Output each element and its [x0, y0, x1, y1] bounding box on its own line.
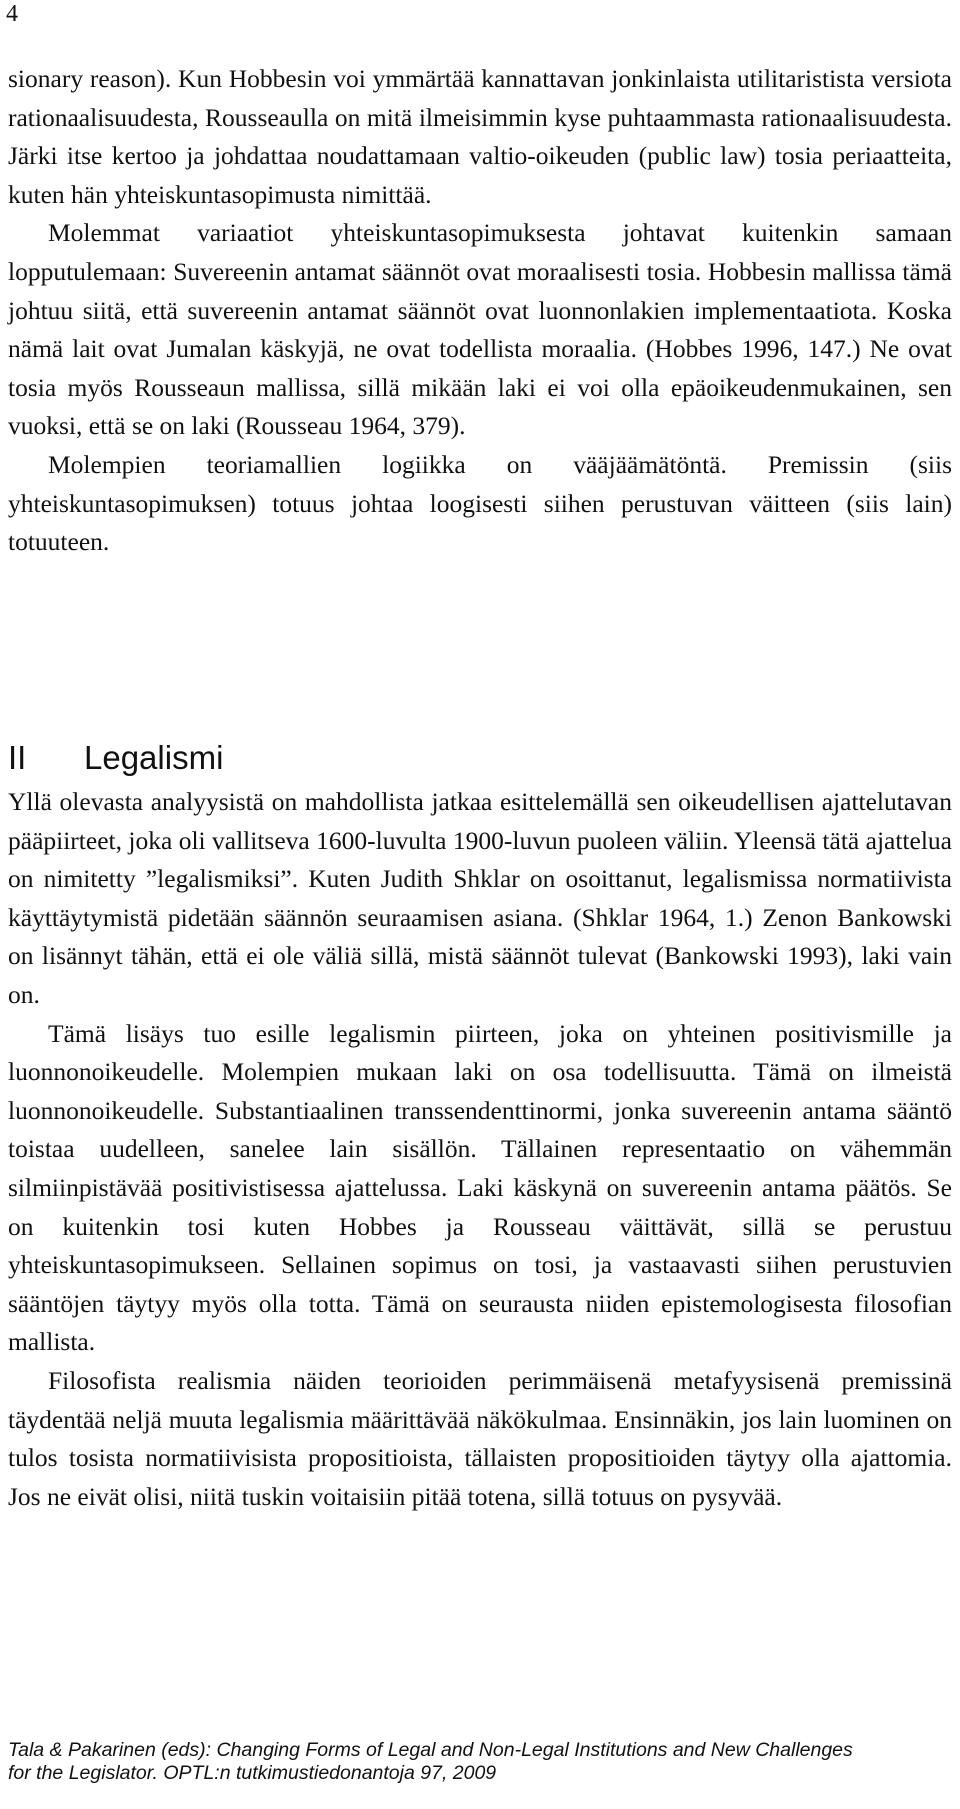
- body-text-intro: [8, 60, 952, 562]
- body-text-section: [8, 783, 952, 1516]
- paragraph: Tämä lisäys tuo esille legalismin piirteen, joka on yhteinen positivismille ja luonnonoikeudelle. Molempien mukaan laki on osa todellisuutta. Tämä on ilmeistä luonnonoikeudelle. Substantiaalinen transsendenttinormi, jonka suvereenin antama sääntö toistaa uudelleen, sanelee lain sisällön. Tällainen representaatio on vähemmän silmiinpistävää positivistisessa ajattelussa. Laki käskynä on suvereenin antama päätös. Se on kuitenkin tosi kuten Hobbes ja Rousseau väittävät, sillä se perustuu yhteiskuntasopimukseen. Sellainen sopimus on tosi, ja vastaavasti siihen perustuvien sääntöjen täytyy myös olla totta. Tämä on seurausta niiden epistemologisesta filosofian mallista.: [8, 1018, 952, 1357]
- section-heading: [8, 738, 223, 778]
- page-footer: [8, 1739, 952, 1785]
- page-number: 4: [6, 1, 18, 27]
- paragraph: sionary reason). Kun Hobbesin voi ymmärtää kannattavan jonkinlaista utilitaristista versiota rationaalisuudesta, Rousseaulla on mitä ilmeisimmin kyse puhtaammasta rationaalisuudesta. Järki itse kertoo ja johdattaa noudattamaan valtio-oikeuden (public law) tosia periaatteita, kuten hän yhteiskuntasopimusta nimittää.: [8, 64, 952, 209]
- paragraph: Filosofista realismia näiden teorioiden perimmäisenä metafyysisenä premissinä täydentää neljä muuta legalismia määrittävää näkökulmaa. Ensinnäkin, jos lain luominen on tulos tosista normatiivisista propositioista, tällaisten propositioiden täytyy olla ajattomia. Jos ne eivät olisi, niitä tuskin voitaisiin pitää totena, sillä totuus on pysyvää.: [8, 1365, 952, 1511]
- paragraph: Molemmat variaatiot yhteiskuntasopimuksesta johtavat kuitenkin samaan lopputulemaan: Suvereenin antamat säännöt ovat moraalisesti tosia. Hobbesin mallissa tämä johtuu siitä, että suvereenin antamat säännöt ovat luonnonlakien implementaatiota. Koska nämä lait ovat Jumalan käskyjä, ne ovat todellista moraalia. (Hobbes 1996, 147.) Ne ovat tosia myös Rousseaun mallissa, sillä mikään laki ei voi olla epäoikeudenmukainen, sen vuoksi, että se on laki (Rousseau 1964, 379).: [8, 218, 952, 441]
- section-number: II: [8, 739, 27, 776]
- paragraph: Yllä olevasta analyysistä on mahdollista jatkaa esittelemällä sen oikeudellisen ajattelutavan pääpiirteet, joka oli vallitseva 1600-luvulta 1900-luvun puoleen väliin. Yleensä tätä ajattelua on nimitetty ”legalismiksi”. Kuten Judith Shklar on osoittanut, legalismissa normatiivista käyttäytymistä pidetään säännön seuraamisen asiana. (Shklar 1964, 1.) Zenon Bankowski on lisännyt tähän, että ei ole väliä sillä, mistä säännöt tulevat (Bankowski 1993), laki vain on.: [8, 787, 952, 1009]
- footer-line: for the Legislator. OPTL:n tutkimustiedonantoja 97, 2009: [8, 1762, 497, 1784]
- footer-line: Tala & Pakarinen (eds): Changing Forms of Legal and Non-Legal Institutions and New Challenges: [8, 1739, 853, 1761]
- paragraph: Molempien teoriamallien logiikka on vääjäämätöntä. Premissin (siis yhteiskuntasopimuksen) totuus johtaa loogisesti siihen perustuvan väitteen (siis lain) totuuteen.: [8, 449, 952, 557]
- section-title: Legalismi: [84, 739, 224, 776]
